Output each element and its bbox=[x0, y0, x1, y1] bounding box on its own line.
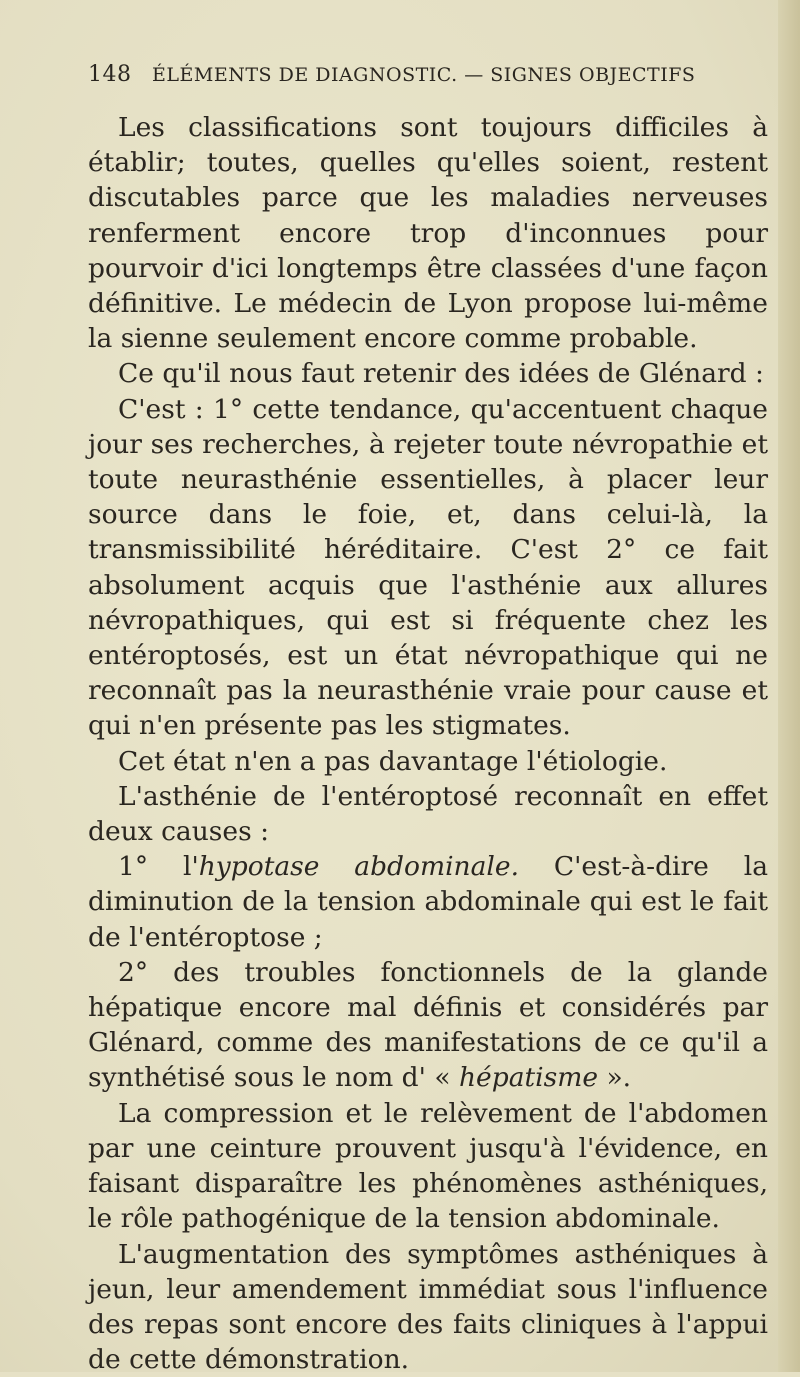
paragraph: L'augmentation des symptômes asthéniques à jeun, leur amendement immédiat sous l'influence des repas sont encore des faits cliniques à l'appui de cette démonstration. bbox=[88, 1237, 768, 1377]
paragraph: Cet état n'en a pas davantage l'étiologie. bbox=[88, 744, 768, 779]
quote-open: « bbox=[434, 1062, 459, 1093]
running-title: ÉLÉMENTS DE DIAGNOSTIC. — SIGNES OBJECTIFS bbox=[152, 64, 695, 86]
quote-close: ». bbox=[598, 1062, 631, 1093]
item-1-prefix: 1° l' bbox=[118, 851, 199, 882]
page-edge-shadow bbox=[778, 0, 800, 1372]
paragraph: Ce qu'il nous faut retenir des idées de Glénard : bbox=[88, 356, 768, 391]
list-item-2 bbox=[88, 955, 768, 1096]
paragraph: La compression et le relèvement de l'abdomen par une ceinture prouvent jusqu'à l'évidence, en faisant disparaître les phénomènes asthéniques, le rôle pathogénique de la tension abdominale. bbox=[88, 1096, 768, 1237]
paragraph: L'asthénie de l'entéroptosé reconnaît en effet deux causes : bbox=[88, 779, 768, 849]
paragraph: C'est : 1° cette tendance, qu'accentuent chaque jour ses recherches, à rejeter toute névropathie et toute neurasthénie essentielles, à placer leur source dans le foie, et, dans celui-là, la transmissibilité héréditaire. C'est 2° ce fait absolument acquis que l'asthénie aux allures névropathiques, qui est si fréquente chez les entéroptosés, est un état névropathique qui ne reconnaît pas la neurasthénie vraie pour cause et qui n'en présente pas les stigmates. bbox=[88, 392, 768, 744]
item-2-term: hépatisme bbox=[459, 1062, 598, 1093]
page-number: 148 bbox=[88, 62, 132, 87]
running-header bbox=[88, 62, 768, 87]
item-1-text: C'est-à-dire la diminution de la tension abdominale qui est le fait de l'entéroptose ; bbox=[88, 851, 768, 952]
item-2-text: 2° des troubles fonctionnels de la glande hépatique encore mal définis et considérés par Glénard, comme des manifestations de ce qu'il a synthétisé sous le nom d' bbox=[88, 957, 768, 1094]
page-body bbox=[88, 110, 768, 1377]
item-1-term: hypotase abdominale. bbox=[199, 851, 519, 882]
paragraph: Les classifications sont toujours difficiles à établir; toutes, quelles qu'elles soient, restent discutables parce que les maladies nerveuses renferment encore trop d'inconnues pour pourvoir d'ici longtemps être classées d'une façon définitive. Le médecin de Lyon propose lui-même la sienne seulement encore comme probable. bbox=[88, 110, 768, 356]
list-item-1 bbox=[88, 849, 768, 955]
